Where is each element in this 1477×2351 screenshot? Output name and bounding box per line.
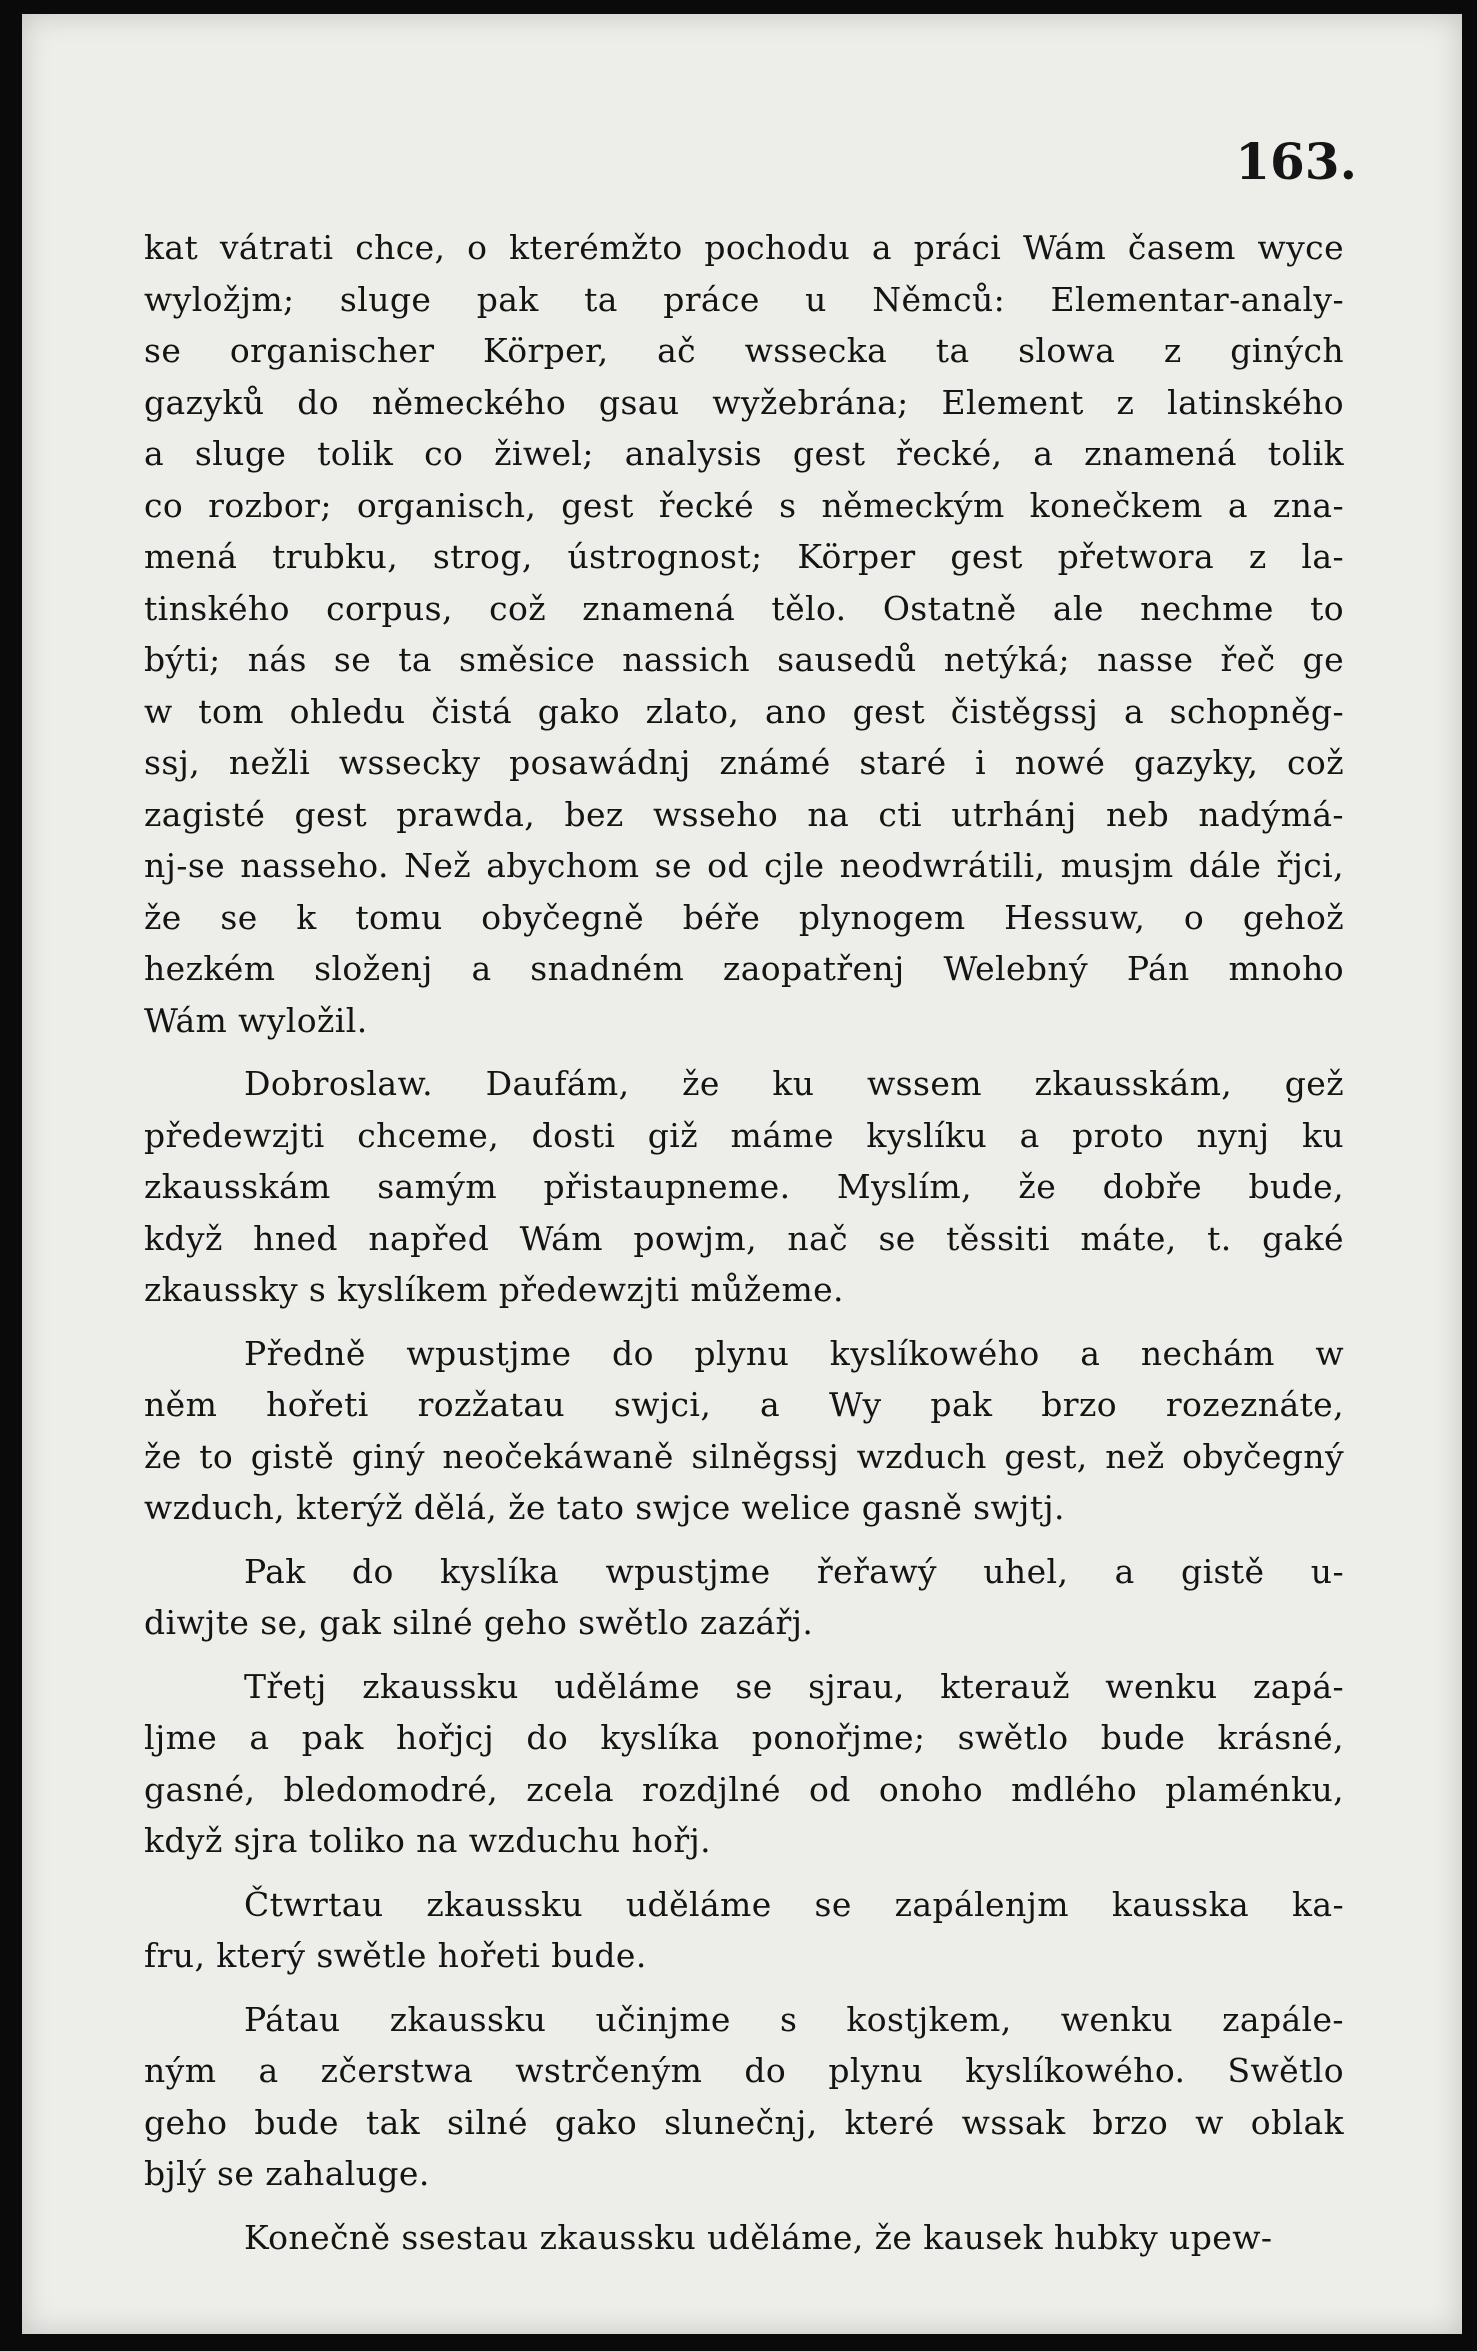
text-line: když sjra toliko na wzduchu hořj. bbox=[144, 1821, 712, 1860]
paragraph bbox=[144, 1994, 1344, 2200]
text-line: Pátau zkaussku učinjme s kostjkem, wenku zapále- bbox=[244, 1999, 1344, 2039]
text-line: gasné, bledomodré, zcela rozdjlné od onoho mdlého plaménku, bbox=[144, 1769, 1344, 1809]
text-line: ssj, nežli wssecky posawádnj známé staré i nowé gazyky, což bbox=[144, 743, 1344, 782]
paragraph bbox=[144, 2212, 1344, 2264]
paragraph bbox=[144, 1328, 1344, 1534]
text-line: mená trubku, strog, ústrognost; Körper gest přetwora z la- bbox=[144, 537, 1344, 576]
paragraph bbox=[144, 1879, 1344, 1982]
text-line: diwjte se, gak silné geho swětlo zazářj. bbox=[144, 1603, 814, 1642]
paragraph bbox=[144, 1058, 1344, 1316]
text-line: Wám wyložil. bbox=[144, 1000, 368, 1040]
text-line: ným a zčerstwa wstrčeným do plynu kyslíkowého. Swětlo bbox=[144, 2051, 1344, 2090]
text-line: w tom ohledu čistá gako zlato, ano gest čistěgssj a schopněg- bbox=[144, 691, 1344, 731]
text-line: tinského corpus, což znamená tělo. Ostatně ale nechme to bbox=[144, 588, 1344, 628]
text-line: fru, který swětle hořeti bude. bbox=[144, 1936, 647, 1975]
paragraph bbox=[144, 1661, 1344, 1867]
text-line: geho bude tak silné gako slunečnj, které wssak brzo w oblak bbox=[144, 2102, 1344, 2142]
text-line: zagisté gest prawda, bez wsseho na cti utrhánj neb nadýmá- bbox=[144, 794, 1344, 834]
text-line: zkausskám samým přistaupneme. Myslím, že dobře bude, bbox=[144, 1167, 1344, 1206]
text-line: že se k tomu obyčegně béře plynogem Hessuw, o gehož bbox=[144, 897, 1344, 937]
paragraph bbox=[144, 1546, 1344, 1649]
text-line: wyložjm; sluge pak ta práce u Němců: Elementar-analy- bbox=[144, 279, 1344, 319]
text-line: gazyků do německého gsau wyžebrána; Element z latinského bbox=[144, 382, 1344, 422]
text-line: Pak do kyslíka wpustjme řeřawý uhel, a gistě u- bbox=[244, 1551, 1344, 1591]
text-line: kat vátrati chce, o kterémžto pochodu a práci Wám časem wyce bbox=[144, 228, 1344, 267]
text-line: wzduch, kterýž dělá, že tato swjce welice gasně swjtj. bbox=[144, 1488, 1065, 1527]
paragraph bbox=[144, 222, 1344, 1046]
text-line: Dobroslaw. Daufám, že ku wssem zkausskám, gež bbox=[244, 1064, 1344, 1103]
book-page bbox=[22, 14, 1462, 2334]
text-line: bjlý se zahaluge. bbox=[144, 2154, 430, 2193]
text-line: Čtwrtau zkaussku uděláme se zapálenjm kausska ka- bbox=[244, 1884, 1344, 1924]
text-line: že to gistě giný neočekáwaně silněgssj wzduch gest, než obyčegný bbox=[144, 1436, 1344, 1476]
text-line: zkaussky s kyslíkem předewzjti můžeme. bbox=[144, 1270, 844, 1309]
text-line: se organischer Körper, ač wssecka ta slowa z giných bbox=[144, 331, 1344, 370]
page-text bbox=[144, 222, 1344, 2275]
text-line: hezkém složenj a snadném zaopatřenj Welebný Pán mnoho bbox=[144, 949, 1344, 988]
text-line: nj-se nasseho. Než abychom se od cjle neodwrátili, musjm dále řjci, bbox=[144, 846, 1344, 885]
text-line: Předně wpustjme do plynu kyslíkowého a nechám w bbox=[244, 1333, 1344, 1373]
text-line: něm hořeti rozžatau swjci, a Wy pak brzo rozeznáte, bbox=[144, 1385, 1344, 1424]
text-line: býti; nás se ta směsice nassich sausedů netýká; nasse řeč ge bbox=[144, 640, 1344, 679]
text-line: když hned napřed Wám powjm, nač se těssiti máte, t. gaké bbox=[144, 1218, 1344, 1258]
text-line: Konečně ssestau zkaussku uděláme, že kausek hubky upew- bbox=[244, 2217, 1273, 2257]
page-number: 163. bbox=[1235, 132, 1357, 191]
text-line: a sluge tolik co žiwel; analysis gest řecké, a znamená tolik bbox=[144, 434, 1344, 473]
text-line: ljme a pak hořjcj do kyslíka ponořjme; swětlo bude krásné, bbox=[144, 1718, 1344, 1757]
text-line: Třetj zkaussku uděláme se sjrau, kterauž wenku zapá- bbox=[244, 1666, 1344, 1706]
text-line: co rozbor; organisch, gest řecké s německým konečkem a zna- bbox=[144, 485, 1344, 525]
text-line: předewzjti chceme, dosti giž máme kyslíku a proto nynj ku bbox=[144, 1115, 1344, 1155]
